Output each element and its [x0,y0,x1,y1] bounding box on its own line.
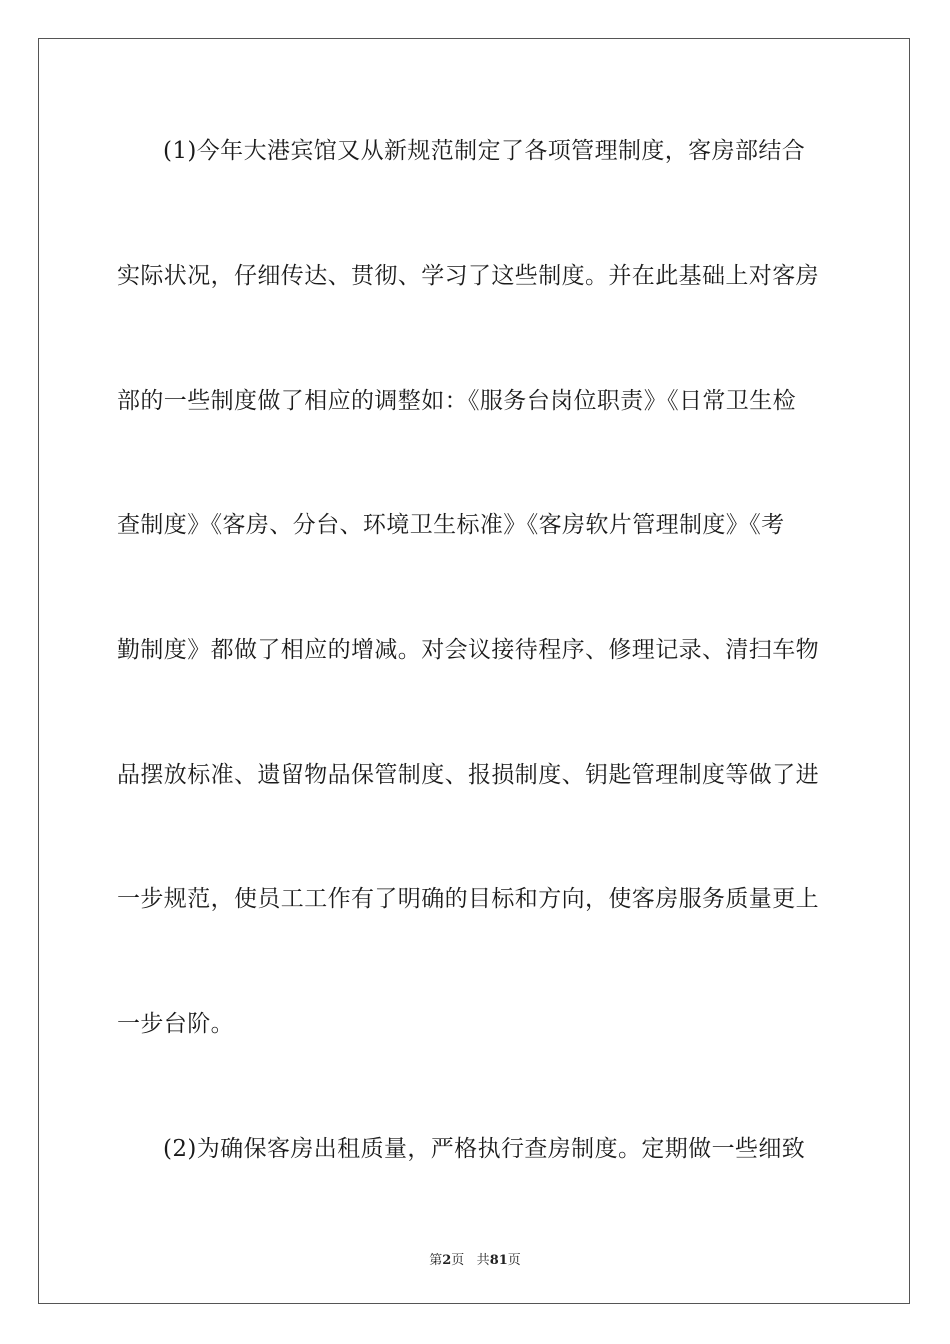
page-border [38,38,910,1304]
footer-total-prefix: 共 [476,1253,490,1268]
footer-page-number: 2 [442,1253,452,1268]
paragraph-1-line-4: 查制度》《客房、分台、环境卫生标准》《客房软片管理制度》《考 [117,512,785,538]
paragraph-2-line-1: (2)为确保客房出租质量，严格执行查房制度。定期做一些细致 [163,1136,806,1162]
paragraph-1-line-8: 一步台阶。 [117,1011,234,1037]
paragraph-1-line-7: 一步规范，使员工工作有了明确的目标和方向，使客房服务质量更上 [117,886,819,912]
paragraph-1-line-3: 部的一些制度做了相应的调整如：《服务台岗位职责》《日常卫生检 [117,388,796,414]
page-footer [0,1249,950,1268]
footer-total-suffix: 页 [507,1253,521,1268]
paragraph-1-line-2: 实际状况，仔细传达、贯彻、学习了这些制度。并在此基础上对客房 [117,263,819,289]
footer-page-suffix: 页 [451,1253,465,1268]
footer-page-prefix: 第 [429,1253,443,1268]
paragraph-1-line-6: 品摆放标准、遗留物品保管制度、报损制度、钥匙管理制度等做了进 [117,762,819,788]
footer-total-pages: 81 [489,1253,508,1268]
paragraph-1-line-1: (1)今年大港宾馆又从新规范制定了各项管理制度，客房部结合 [163,138,806,164]
paragraph-1-line-5: 勤制度》都做了相应的增减。对会议接待程序、修理记录、清扫车物 [117,637,819,663]
